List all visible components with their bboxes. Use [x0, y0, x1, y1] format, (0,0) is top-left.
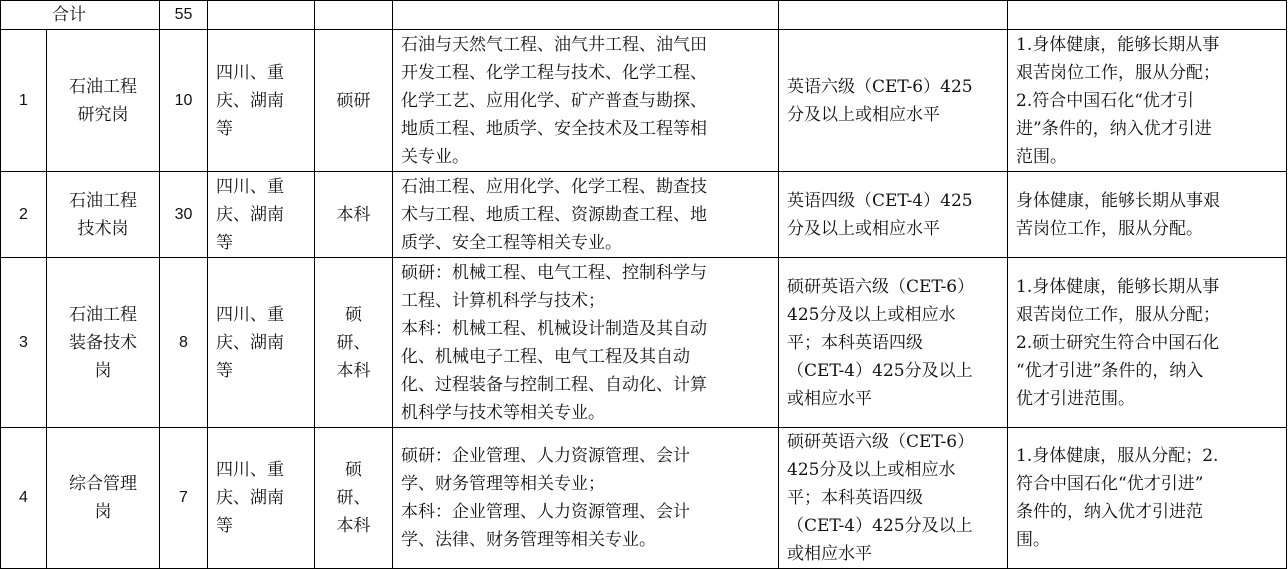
total-label: 合计 [1, 1, 160, 30]
table-row [1, 30, 1287, 172]
total-row [1, 1, 1287, 30]
english-requirement: 英语四级（CET-4）425 分及以上或相应水平 [779, 172, 1008, 258]
education-level: 本科 [315, 172, 393, 258]
english-requirement: 硕研英语六级（CET-6） 425分及以上或相应水 平；本科英语四级 （CET-4）425分及以上 或相应水平 [779, 428, 1008, 569]
education-level: 硕 研、 本科 [315, 428, 393, 569]
table-row [1, 258, 1287, 428]
position-name: 石油工程 技术岗 [47, 172, 160, 258]
position-name: 石油工程 装备技术 岗 [47, 258, 160, 428]
other-requirements: 1.身体健康，能够长期从事 艰苦岗位工作，服从分配； 2.硕士研究生符合中国石化 “优才引进”条件的，纳入 优才引进范围。 [1008, 258, 1287, 428]
major-requirements: 硕研：机械工程、电气工程、控制科学与 工程、计算机科学与技术； 本科：机械工程、机械设计制造及其自动 化、机械电子工程、电气工程及其自动 化、过程装备与控制工程、自动化、计算 机科学与技术等相关专业。 [393, 258, 779, 428]
english-requirement: 英语六级（CET-6）425 分及以上或相应水平 [779, 30, 1008, 172]
position-name: 石油工程 研究岗 [47, 30, 160, 172]
headcount: 10 [160, 30, 208, 172]
headcount: 8 [160, 258, 208, 428]
education-level: 硕研 [315, 30, 393, 172]
other-requirements: 身体健康，能够长期从事艰 苦岗位工作，服从分配。 [1008, 172, 1287, 258]
major-requirements: 石油与天然气工程、油气井工程、油气田 开发工程、化学工程与技术、化学工程、 化学工艺、应用化学、矿产普查与勘探、 地质工程、地质学、安全技术及工程等相 关专业。 [393, 30, 779, 172]
table-row [1, 172, 1287, 258]
row-index: 2 [1, 172, 47, 258]
work-location: 四川、重 庆、湖南 等 [208, 172, 315, 258]
table-row [1, 428, 1287, 569]
position-name: 综合管理 岗 [47, 428, 160, 569]
major-requirements: 石油工程、应用化学、化学工程、勘查技 术与工程、地质工程、资源勘查工程、地 质学、安全工程等相关专业。 [393, 172, 779, 258]
total-empty-majors [393, 1, 779, 30]
total-count: 55 [160, 1, 208, 30]
other-requirements: 1.身体健康，能够长期从事 艰苦岗位工作，服从分配； 2.符合中国石化“优才引 进”条件的，纳入优才引进 范围。 [1008, 30, 1287, 172]
row-index: 1 [1, 30, 47, 172]
other-requirements: 1.身体健康，服从分配；2. 符合中国石化“优才引进” 条件的，纳入优才引进范 围。 [1008, 428, 1287, 569]
row-index: 4 [1, 428, 47, 569]
total-empty-other [1008, 1, 1287, 30]
english-requirement: 硕研英语六级（CET-6） 425分及以上或相应水 平；本科英语四级 （CET-4）425分及以上 或相应水平 [779, 258, 1008, 428]
work-location: 四川、重 庆、湖南 等 [208, 258, 315, 428]
education-level: 硕 研、 本科 [315, 258, 393, 428]
major-requirements: 硕研：企业管理、人力资源管理、会计 学、财务管理等相关专业； 本科：企业管理、人力资源管理、会计 学、法律、财务管理等相关专业。 [393, 428, 779, 569]
total-empty-education [315, 1, 393, 30]
total-empty-english [779, 1, 1008, 30]
total-empty-location [208, 1, 315, 30]
work-location: 四川、重 庆、湖南 等 [208, 428, 315, 569]
work-location: 四川、重 庆、湖南 等 [208, 30, 315, 172]
headcount: 30 [160, 172, 208, 258]
row-index: 3 [1, 258, 47, 428]
headcount: 7 [160, 428, 208, 569]
